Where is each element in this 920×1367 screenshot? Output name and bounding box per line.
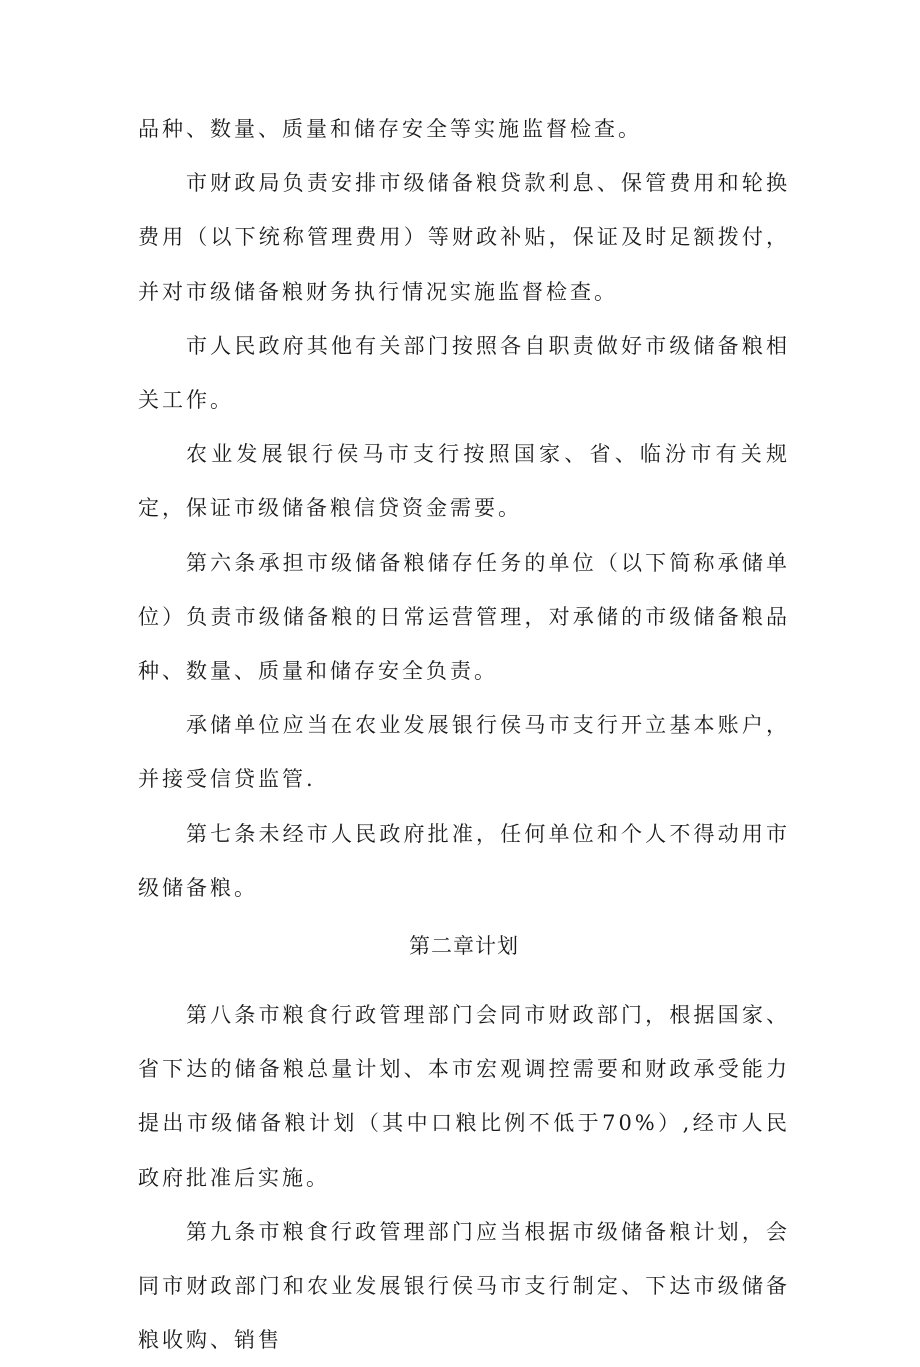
- paragraph-article-6: 第六条承担市级储备粮储存任务的单位（以下简称承储单位）负责市级储备粮的日常运营管理，对承储的市级储备粮品种、数量、质量和储存安全负责。: [138, 550, 790, 684]
- document-body: [138, 102, 790, 1367]
- paragraph-finance-bureau: 市财政局负责安排市级储备粮贷款利息、保管费用和轮换费用（以下统称管理费用）等财政补贴，保证及时足额拨付，并对市级储备粮财务执行情况实施监督检查。: [138, 171, 790, 304]
- paragraph-continuation: 品种、数量、质量和储存安全等实施监督检查。: [138, 117, 642, 141]
- paragraph-agricultural-bank: 农业发展银行侯马市支行按照国家、省、临汾市有关规定，保证市级储备粮信贷资金需要。: [138, 442, 790, 521]
- paragraph-other-departments: 市人民政府其他有关部门按照各自职责做好市级储备粮相关工作。: [138, 333, 790, 413]
- paragraph-storage-unit-account: 承储单位应当在农业发展银行侯马市支行开立基本账户，并接受信贷监管.: [138, 713, 790, 792]
- paragraph-article-8: 第八条市粮食行政管理部门会同市财政部门，根据国家、省下达的储备粮总量计划、本市宏观调控需要和财政承受能力提出市级储备粮计划（其中口粮比例不低于70%）,经市人民政府批准后实施。: [138, 1003, 790, 1190]
- paragraph-article-7: 第七条未经市人民政府批准，任何单位和个人不得动用市级储备粮。: [138, 821, 790, 900]
- paragraph-article-9: 第九条市粮食行政管理部门应当根据市级储备粮计划，会同市财政部门和农业发展银行侯马市支行制定、下达市级储备粮收购、销售: [138, 1219, 790, 1353]
- chapter-title: 第二章计划: [409, 934, 519, 959]
